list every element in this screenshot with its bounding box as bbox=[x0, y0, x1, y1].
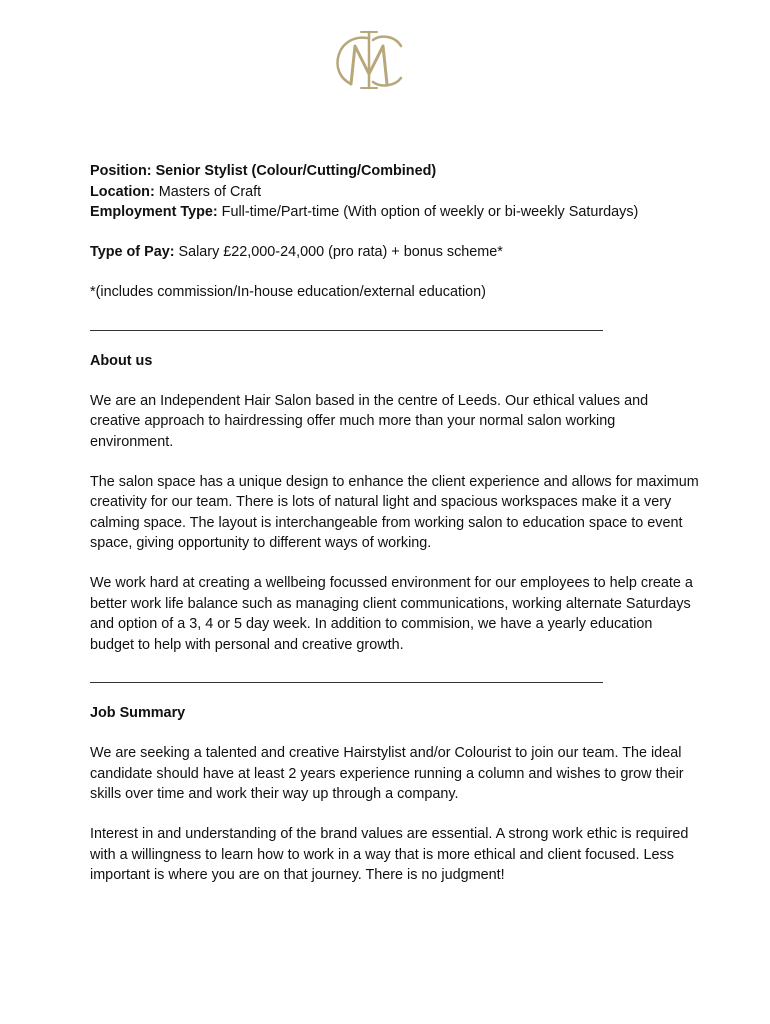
summary-paragraph: We are seeking a talented and creative Hairstylist and/or Colourist to join our team. The ideal candidate should have at least 2 years experience running a column and wishes to grow their skills over time and work their way up through a company. bbox=[90, 745, 684, 802]
position-line bbox=[90, 161, 700, 182]
about-heading: About us bbox=[90, 352, 153, 369]
employment-value: Full-time/Part-time (With option of weekly or bi-weekly Saturdays) bbox=[221, 204, 639, 220]
about-paragraph: The salon space has a unique design to enhance the client experience and allows for maximum creativity for our team. There is lots of natural light and spacious workspaces make it a very calming space. The layout is interchangeable from working salon to education space to event space, giving opportunity to different ways of working. bbox=[90, 473, 699, 551]
pay-line bbox=[90, 242, 700, 263]
position-value: Senior Stylist (Colour/Cutting/Combined) bbox=[155, 163, 437, 179]
location-value: Masters of Craft bbox=[158, 183, 262, 200]
employment-line bbox=[90, 202, 700, 223]
pay-label: Type of Pay: bbox=[90, 244, 175, 260]
about-paragraph: We work hard at creating a wellbeing focussed environment for our employees to help create a better work life balance such as managing client communications, working alternate Saturdays and option of a 3, 4 or 5 day week. In addition to commision, we have a yearly education budget to help with personal and creative growth. bbox=[90, 575, 693, 653]
position-label: Position: bbox=[90, 163, 152, 179]
employment-label: Employment Type: bbox=[90, 204, 218, 220]
document-body bbox=[90, 161, 700, 886]
pay-value: Salary £22,000-24,000 (pro rata) + bonus scheme* bbox=[178, 244, 503, 260]
summary-heading: Job Summary bbox=[90, 705, 186, 721]
footnote: *(includes commission/In-house education/external education) bbox=[90, 284, 486, 300]
summary-paragraph: Interest in and understanding of the brand values are essential. A strong work ethic is required with a willingness to learn how to work in a way that is more ethical and client focused. Less important is where you are on that journey. There is no judgment! bbox=[90, 826, 689, 883]
location-label: Location: bbox=[90, 183, 155, 200]
location-line bbox=[90, 182, 700, 203]
mc-monogram-icon bbox=[331, 28, 409, 92]
about-paragraph: We are an Independent Hair Salon based in the centre of Leeds. Our ethical values and creative approach to hairdressing offer much more than your normal salon working environment. bbox=[90, 392, 649, 450]
